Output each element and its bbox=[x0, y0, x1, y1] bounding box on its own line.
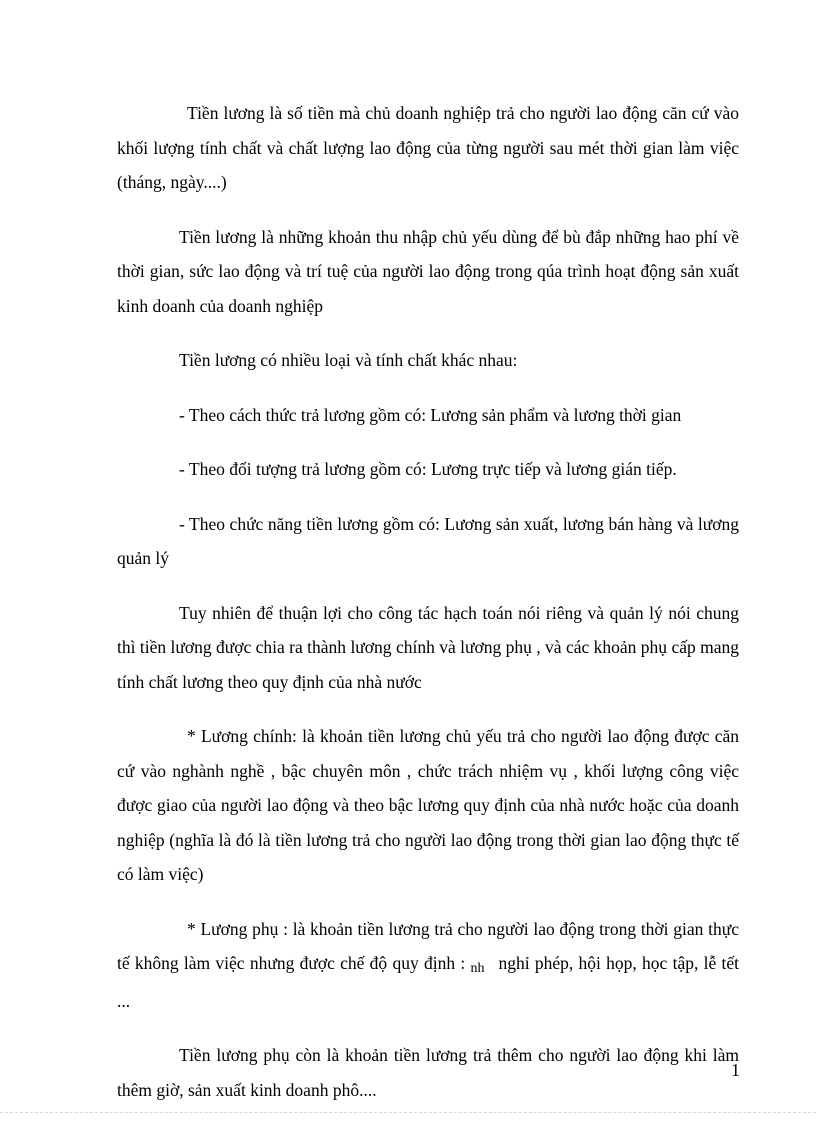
page-number: 1 bbox=[731, 1060, 740, 1080]
secondary-salary-continuation: nghỉ phép, hội họp, học tập, lễ tết ... bbox=[117, 953, 739, 1011]
paragraph-salary-types-intro: Tiền lương có nhiều loại và tính chất khác nhau: bbox=[179, 350, 518, 370]
document-body bbox=[117, 96, 739, 1127]
paragraph-accounting-classification: Tuy nhiên để thuận lợi cho công tác hạch toán nói riêng và quản lý nói chung thì tiền lương được chia ra thành lương chính và lương phụ , và các khoản phụ cấp mang tính chất lương theo quy định của nhà nước bbox=[117, 602, 739, 692]
paragraph-overtime-pay: Tiền lương phụ còn là khoản tiền lương trả thêm cho người lao động khi làm thêm giờ, sản xuất kinh doanh phô.... bbox=[117, 1045, 739, 1100]
inline-note: nh bbox=[470, 961, 485, 976]
paragraph-salary-income: Tiền lương là những khoản thu nhập chủ yếu dùng để bù đắp những hao phí về thời gian, sức lao động và trí tuệ của người lao động trong qúa trình hoạt động sản xuất kinh doanh của doanh nghiệp bbox=[117, 226, 739, 316]
paragraph-secondary-salary bbox=[117, 912, 739, 1019]
list-item-payment-recipient: - Theo đối tượng trả lương gồm có: Lương trực tiếp và lương gián tiếp. bbox=[179, 459, 677, 479]
secondary-salary-text: * Lương phụ : là khoản tiền lương trả cho người lao động trong thời gian thực tế không làm việc nhưng được chế độ quy định : bbox=[117, 918, 739, 973]
paragraph-salary-definition: Tiền lương là số tiền mà chủ doanh nghiệp trả cho người lao động căn cứ vào khối lượng tính chất và chất lượng lao động của từng người sau mét thời gian làm việc (tháng, ngày....) bbox=[117, 103, 739, 192]
list-item-payment-method: - Theo cách thức trả lương gồm có: Lương sản phẩm và lương thời gian bbox=[179, 404, 682, 425]
page-bottom-divider bbox=[0, 1112, 816, 1113]
list-item-salary-function: - Theo chức năng tiền lương gồm có: Lương sản xuất, lương bán hàng và lương quản lý bbox=[117, 513, 739, 568]
paragraph-main-salary: * Lương chính: là khoản tiền lương chủ yếu trả cho người lao động được căn cứ vào nghành nghề , bậc chuyên môn , chức trách nhiệm vụ , khối lượng công việc được giao của người lao động và theo bậc lương quy định của nhà nước hoặc của doanh nghiệp (nghĩa là đó là tiền lương trả cho người lao động trong thời gian lao động thực tế có làm việc) bbox=[117, 726, 739, 884]
